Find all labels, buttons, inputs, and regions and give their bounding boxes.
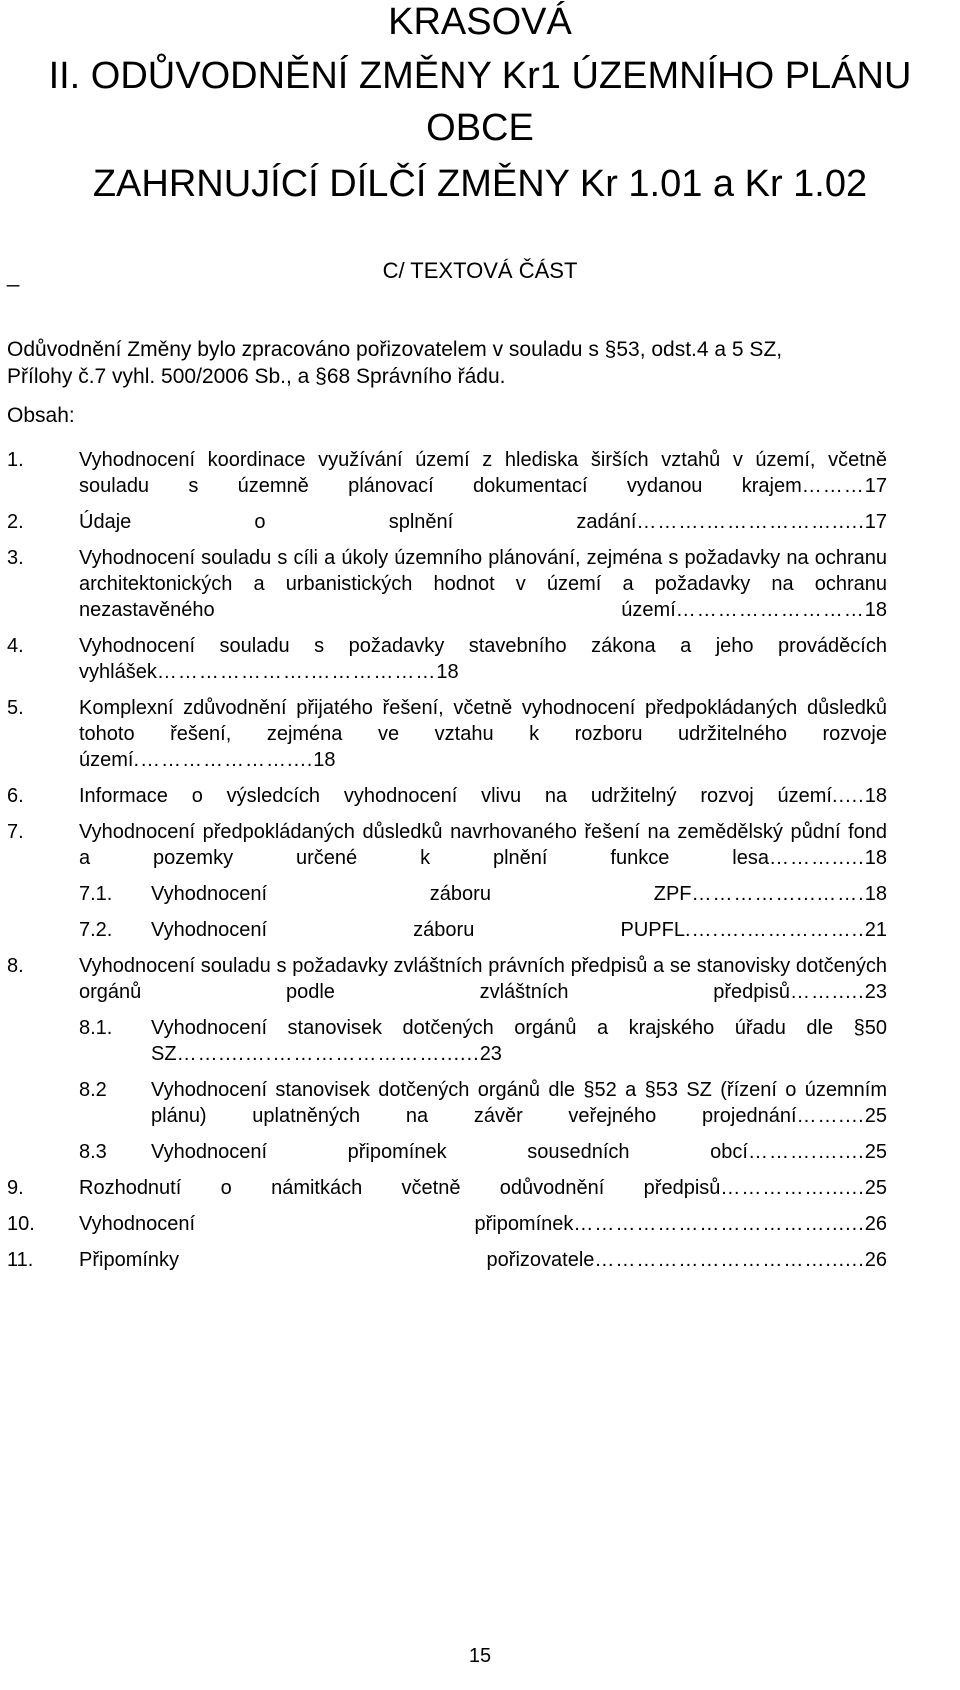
toc-item-leader-dots: ……………...…….: [691, 883, 865, 905]
toc-item: [7, 1015, 887, 1067]
toc-item-body: [151, 881, 887, 907]
toc-item-number: 8.: [7, 955, 24, 977]
title-line-1: KRASOVÁ: [388, 1, 572, 43]
toc-item-leader-dots: ………………………: [675, 599, 865, 621]
table-of-contents: [7, 447, 887, 1283]
toc-item-number: 8.1.: [79, 1017, 113, 1039]
toc-item-leader-dots: ……………......: [720, 1177, 865, 1199]
toc-item-body: [79, 819, 887, 871]
toc-item-leader-dots: .….….……………..: [684, 919, 865, 941]
toc-item: [7, 819, 887, 871]
toc-item-title: Vyhodnocení stanovisek dotčených orgánů dle §52 a §53 SZ (řízení o územním plánu) uplatněných na závěr veřejného projednání: [151, 1079, 887, 1127]
toc-item-page: 17: [864, 511, 887, 533]
toc-item: [7, 1175, 887, 1201]
toc-item-title: Vyhodnocení předpokládaných důsledků navrhovaného řešení na zemědělský půdní fond a pozemky určené k plnění funkce lesa: [79, 821, 887, 869]
toc-item: [7, 633, 887, 685]
toc-item-page: 26: [864, 1213, 887, 1235]
toc-item-body: [79, 783, 887, 809]
toc-item-title: Vyhodnocení souladu s požadavky stavebního zákona a jeho prováděcích vyhlášek: [79, 635, 887, 683]
toc-item-number: 1.: [7, 449, 24, 471]
toc-item-leader-dots: ………………………………......: [573, 1213, 865, 1235]
intro-line-2: Přílohy č.7 vyhl. 500/2006 Sb., a §68 Správního řádu.: [7, 365, 506, 388]
toc-item-number: 8.2: [79, 1079, 107, 1101]
toc-item: [7, 545, 887, 623]
page-number: 15: [468, 1645, 492, 1667]
toc-item-body: [79, 509, 887, 535]
toc-item: [7, 1211, 887, 1237]
toc-item-page: 18: [864, 883, 887, 905]
toc-item-number: 11.: [7, 1249, 34, 1271]
toc-item-body: [151, 1015, 887, 1067]
toc-item: [7, 953, 887, 1005]
toc-item-leader-dots: ……….....: [768, 847, 865, 869]
separator-dash: _: [7, 262, 20, 287]
toc-item: [7, 881, 887, 907]
toc-item-leader-dots: .…………………....: [133, 749, 314, 771]
toc-item-number: 7.1.: [79, 883, 113, 905]
toc-item-body: [151, 917, 887, 943]
toc-item-leader-dots: ………………….………………: [156, 661, 437, 683]
toc-item-title: Vyhodnocení souladu s cíli a úkoly územního plánování, zejména s požadavky na ochranu architektonických a urbanistických hodnot v území a požadavky na ochranu nezastavěného území: [79, 547, 887, 621]
toc-item-title: Vyhodnocení stanovisek dotčených orgánů a krajského úřadu dle §50 SZ: [151, 1017, 887, 1065]
toc-item-leader-dots: ………: [801, 475, 865, 497]
toc-item: [7, 917, 887, 943]
section-subtitle: C/ TEXTOVÁ ČÁST: [382, 258, 578, 283]
toc-item-body: [79, 1211, 887, 1237]
intro-line-1: Odůvodnění Změny bylo zpracováno pořizovatelem v souladu s §53, odst.4 a 5 SZ,: [7, 338, 783, 361]
toc-item-body: [151, 1139, 887, 1165]
toc-item: [7, 1139, 887, 1165]
toc-item-body: [79, 953, 887, 1005]
toc-item: [7, 1077, 887, 1129]
toc-item-title: Vyhodnocení záboru ZPF: [151, 883, 692, 905]
toc-item-number: 10.: [7, 1213, 35, 1235]
title-line-4: ZAHRNUJÍCÍ DÍLČÍ ZMĚNY Kr 1.01 a Kr 1.02: [92, 163, 868, 205]
toc-item-title: Informace o výsledcích vyhodnocení vlivu na udržitelný rozvoj území: [79, 785, 832, 807]
toc-item: [7, 695, 887, 773]
toc-item-number: 7.: [7, 821, 24, 843]
toc-item: [7, 447, 887, 499]
toc-item-page: 18: [864, 599, 887, 621]
toc-item-number: 6.: [7, 785, 24, 807]
toc-item-body: [79, 1175, 887, 1201]
toc-item: [7, 509, 887, 535]
toc-item-number: 5.: [7, 697, 24, 719]
toc-item-title: Vyhodnocení souladu s požadavky zvláštních právních předpisů a se stanovisky dotčených orgánů podle zvláštních předpisů: [79, 955, 887, 1003]
toc-item-number: 8.3: [79, 1141, 107, 1163]
toc-item: [7, 783, 887, 809]
toc-item-leader-dots: ……….…....: [747, 1141, 865, 1163]
toc-item-leader-dots: ……....: [796, 1105, 865, 1127]
toc-item-page: 23: [864, 981, 887, 1003]
toc-item-body: [79, 545, 887, 623]
toc-item-title: Vyhodnocení záboru PUPFL: [151, 919, 685, 941]
toc-item-page: 26: [864, 1249, 887, 1271]
toc-item-page: 18: [436, 661, 459, 683]
toc-item-title: Připomínky pořizovatele: [79, 1249, 595, 1271]
toc-item-page: 25: [864, 1141, 887, 1163]
toc-item-leader-dots: .....: [831, 785, 865, 807]
toc-item-page: 23: [479, 1043, 502, 1065]
toc-item-body: [79, 447, 887, 499]
toc-item-leader-dots: ……….……………….....: [636, 511, 865, 533]
toc-item-page: 21: [864, 919, 887, 941]
toc-item-title: Vyhodnocení koordinace využívání území z hlediska širších vztahů v území, včetně souladu s územně plánovací dokumentací vydanou krajem: [79, 449, 887, 497]
contents-label: Obsah:: [7, 404, 75, 427]
toc-item-body: [79, 633, 887, 685]
toc-item-title: Údaje o splnění zadání: [79, 511, 637, 533]
toc-item-page: 18: [864, 785, 887, 807]
toc-item-page: 25: [864, 1105, 887, 1127]
toc-item-leader-dots: …….....: [789, 981, 865, 1003]
toc-item-body: [79, 695, 887, 773]
toc-item-leader-dots: ……....….……………………......: [176, 1043, 480, 1065]
toc-item-leader-dots: ……………………………......: [594, 1249, 865, 1271]
toc-item: [7, 1247, 887, 1273]
toc-item-body: [79, 1247, 887, 1273]
toc-item-number: 7.2.: [79, 919, 113, 941]
toc-item-body: [151, 1077, 887, 1129]
toc-item-number: 4.: [7, 635, 24, 657]
toc-item-title: Komplexní zdůvodnění přijatého řešení, včetně vyhodnocení předpokládaných důsledků tohoto řešení, zejména ve vztahu k rozboru udržitelného rozvoje území: [79, 697, 887, 771]
toc-item-page: 18: [313, 749, 336, 771]
toc-item-number: 2.: [7, 511, 24, 533]
toc-item-number: 9.: [7, 1177, 24, 1199]
title-line-3: OBCE: [426, 107, 534, 149]
toc-item-page: 17: [864, 475, 887, 497]
toc-item-title: Vyhodnocení připomínek: [79, 1213, 574, 1235]
toc-item-title: Vyhodnocení připomínek sousedních obcí: [151, 1141, 748, 1163]
toc-item-page: 25: [864, 1177, 887, 1199]
toc-item-title: Rozhodnutí o námitkách včetně odůvodnění předpisů: [79, 1177, 721, 1199]
toc-item-page: 18: [864, 847, 887, 869]
title-line-2: II. ODŮVODNĚNÍ ZMĚNY Kr1 ÚZEMNÍHO PLÁNU: [48, 55, 912, 97]
toc-item-number: 3.: [7, 547, 24, 569]
